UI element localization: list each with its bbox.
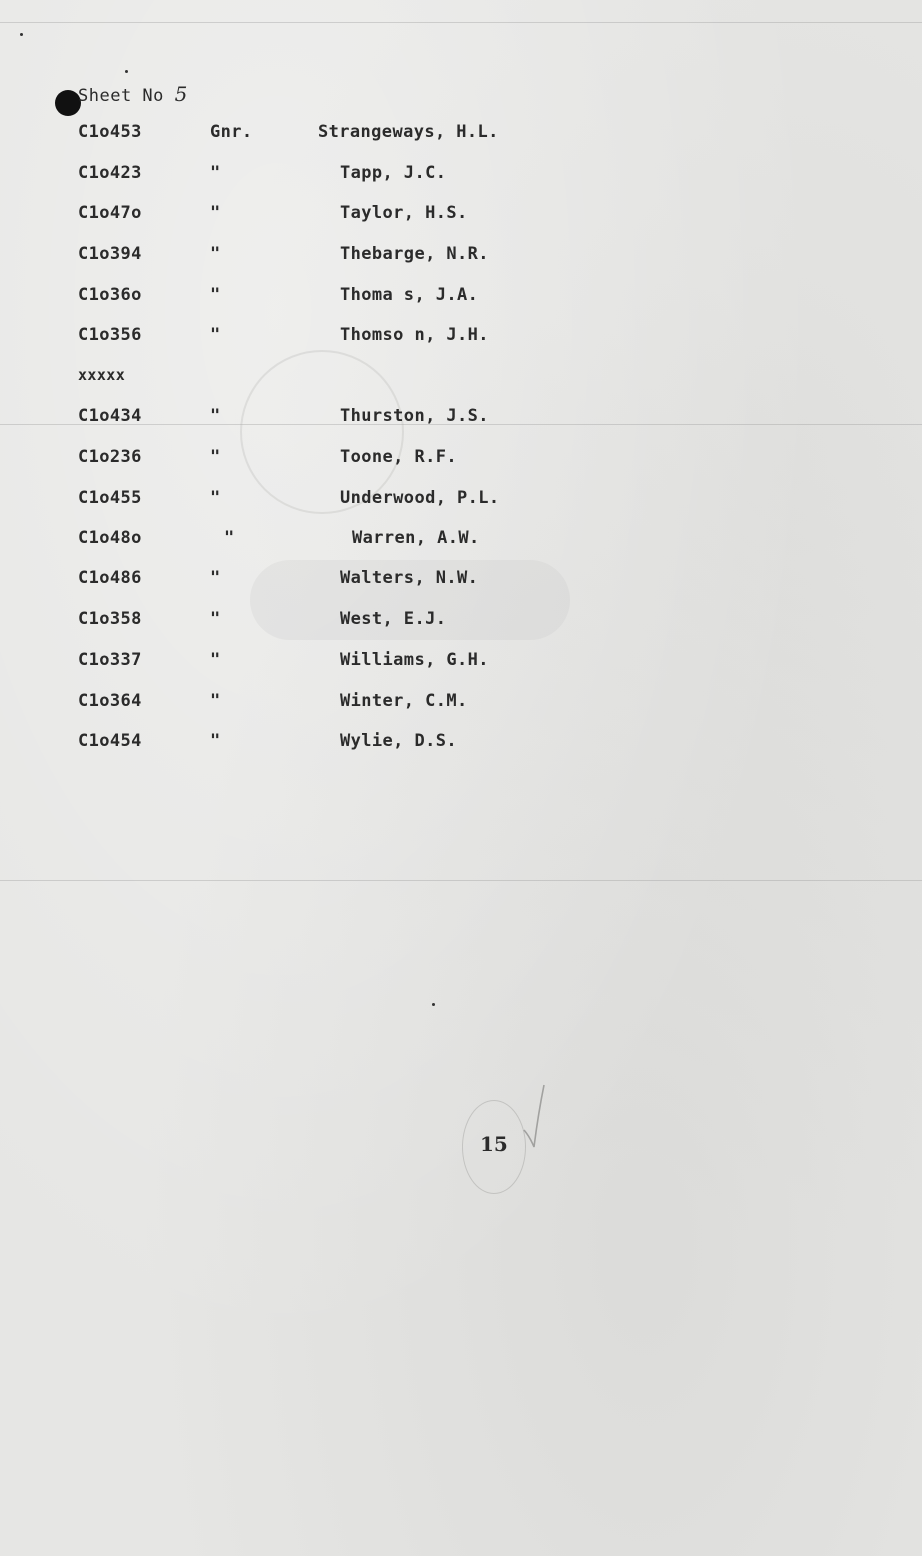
rank: " (210, 488, 221, 508)
service-number: C1o358 (78, 609, 142, 629)
service-number: C1o453 (78, 122, 142, 142)
roster-row (0, 325, 922, 355)
roster-row (0, 609, 922, 639)
struck-service-number: xxxxx (78, 366, 126, 384)
rank: " (210, 609, 221, 629)
page-number: 15 (480, 1132, 508, 1156)
check-mark-icon (520, 1075, 550, 1155)
soldier-name: West, E.J. (340, 609, 447, 629)
soldier-name: Taylor, H.S. (340, 203, 468, 223)
roster-row (0, 488, 922, 518)
service-number: C1o36o (78, 285, 142, 305)
service-number: C1o454 (78, 731, 142, 751)
roster-row (0, 122, 922, 152)
rank: Gnr. (210, 122, 253, 142)
rank: " (210, 406, 221, 426)
roster-row (0, 244, 922, 274)
roster-row (0, 731, 922, 761)
roster-row (0, 203, 922, 233)
rank: " (210, 244, 221, 264)
rank: " (210, 203, 221, 223)
soldier-name: Winter, C.M. (340, 691, 468, 711)
soldier-name: Tapp, J.C. (340, 163, 447, 183)
rank: " (210, 691, 221, 711)
service-number: C1o434 (78, 406, 142, 426)
soldier-name: Toone, R.F. (340, 447, 457, 467)
soldier-name: Thurston, J.S. (340, 406, 489, 426)
rank: " (210, 325, 221, 345)
roster-row (0, 163, 922, 193)
speck (125, 70, 128, 73)
service-number: C1o423 (78, 163, 142, 183)
fold-line (0, 880, 922, 881)
service-number: C1o364 (78, 691, 142, 711)
soldier-name: Thoma s, J.A. (340, 285, 479, 305)
service-number: C1o394 (78, 244, 142, 264)
soldier-name: Wylie, D.S. (340, 731, 457, 751)
roster-row (0, 691, 922, 721)
rank: " (210, 650, 221, 670)
speck (432, 1003, 435, 1006)
sheet-header (78, 82, 188, 106)
roster-row (0, 650, 922, 680)
service-number: C1o48o (78, 528, 142, 548)
speck (20, 33, 23, 36)
service-number: C1o486 (78, 568, 142, 588)
service-number: C1o356 (78, 325, 142, 345)
service-number: C1o236 (78, 447, 142, 467)
soldier-name: Williams, G.H. (340, 650, 489, 670)
sheet-number: 5 (174, 82, 188, 106)
rank: " (210, 731, 221, 751)
soldier-name: Thomso n, J.H. (340, 325, 489, 345)
roster-row (0, 568, 922, 598)
sheet-label: Sheet No (78, 86, 164, 106)
soldier-name: Warren, A.W. (352, 528, 480, 548)
roster-row (0, 447, 922, 477)
soldier-name: Thebarge, N.R. (340, 244, 489, 264)
rank: " (210, 447, 221, 467)
service-number: C1o455 (78, 488, 142, 508)
service-number: C1o47o (78, 203, 142, 223)
rank: " (210, 163, 221, 183)
roster-row (0, 406, 922, 436)
rank: " (210, 568, 221, 588)
fold-line (0, 22, 922, 23)
rank: " (210, 285, 221, 305)
soldier-name: Walters, N.W. (340, 568, 479, 588)
rank: " (224, 528, 235, 548)
soldier-name: Strangeways, H.L. (318, 122, 499, 142)
roster-row (0, 528, 922, 558)
soldier-name: Underwood, P.L. (340, 488, 500, 508)
roster-row (0, 285, 922, 315)
roster-row-struck (0, 366, 922, 396)
service-number: C1o337 (78, 650, 142, 670)
